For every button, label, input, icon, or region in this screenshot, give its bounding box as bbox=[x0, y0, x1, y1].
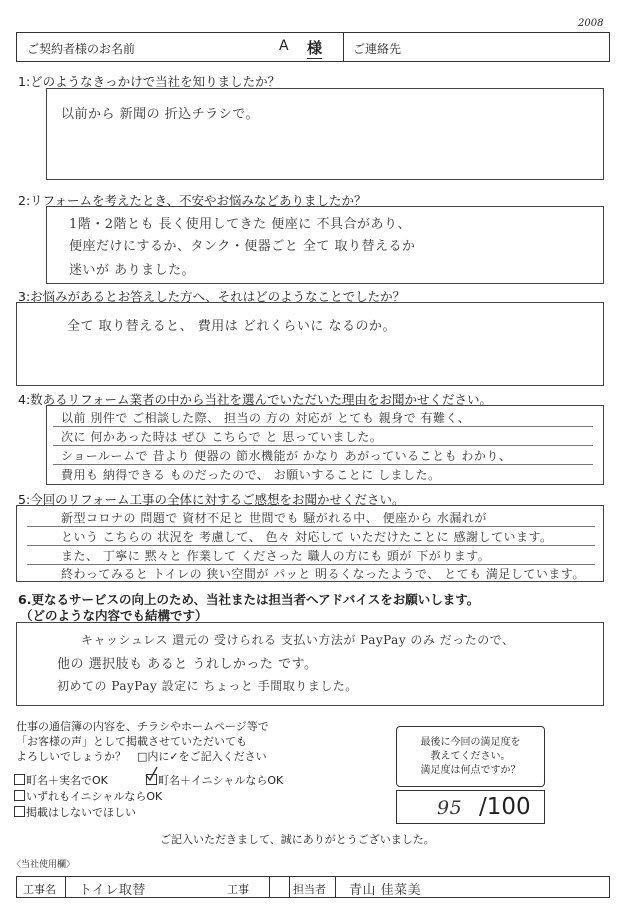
score-box bbox=[396, 790, 545, 824]
checkmark-icon bbox=[145, 766, 159, 782]
q2-title: 2:リフォームを考えたとき、不安やお悩みなどありましたか？ bbox=[18, 193, 367, 208]
q4-answer-line: 以前 別件で ご相談した際、 担当の 方の 対応が とても 親身で 有難く、 bbox=[61, 411, 471, 425]
q5-title: 5:今回のリフォーム工事の全体に対するご感想をお聞かせください。 bbox=[18, 492, 405, 507]
consent-option-initial[interactable]: 町名＋イニシャルならOK bbox=[146, 772, 283, 788]
ruled-line bbox=[27, 545, 595, 546]
checkbox-realname[interactable] bbox=[14, 774, 25, 785]
customer-header bbox=[16, 32, 610, 62]
q1-answer-line: 以前から 新聞の 折込チラシで。 bbox=[61, 107, 260, 122]
header-divider bbox=[343, 33, 344, 61]
ruled-line bbox=[53, 426, 593, 427]
work-name-value: トイレ取替 bbox=[79, 883, 146, 898]
q6-answer-box bbox=[16, 622, 604, 706]
q5-answer-box bbox=[16, 505, 604, 582]
q6-answer-line: 初めての PayPay 設定に ちょっと 手間取りました。 bbox=[57, 679, 358, 693]
office-use-table bbox=[16, 876, 610, 898]
q6-answer-line: キャッシュレス 還元の 受けられる 支払い方法が PayPay のみ だったので、 bbox=[81, 633, 515, 647]
q5-answer-line: 終わってみると トイレの 狭い空間が パッと 明るくなったようで、 とても 満足しています。 bbox=[61, 567, 585, 581]
construction-label: 工事 bbox=[227, 883, 249, 896]
q4-answer-line: 次に 何かあった時は ぜひ こちらで と 思っていました。 bbox=[61, 430, 383, 444]
staff-value: 青山 佳菜美 bbox=[349, 883, 422, 898]
q1-answer-box bbox=[46, 88, 604, 180]
q3-answer-box bbox=[16, 302, 604, 386]
q3-title: 3:お悩みがあるとお答えした方へ、それはどのようなことでしたか？ bbox=[18, 289, 406, 304]
office-use-label: 〈当社使用欄〉 bbox=[12, 860, 76, 870]
q4-answer-line: 費用も 納得できる ものだったので、 お願いすることに しました。 bbox=[61, 468, 441, 482]
q6-answer-line: 他の 選択肢も あると うれしかった です。 bbox=[57, 657, 318, 672]
thanks-message: ご記入いただきまして、誠にありがとうございました。 bbox=[160, 833, 435, 846]
q6-subtitle: （どのような内容でも結構です） bbox=[20, 608, 208, 623]
q6-title: 6.更なるサービスの向上のため、当社または担当者へアドバイスをお願いします。 bbox=[18, 592, 480, 607]
ruled-line bbox=[27, 526, 595, 527]
q5-answer-line: という こちらの 状況を 考慮して、 色々 対応して いただけたことに 感謝しています。 bbox=[61, 530, 553, 544]
table-divider bbox=[269, 877, 270, 897]
checkbox-all-initial[interactable] bbox=[14, 790, 25, 801]
checkbox-initial-checked[interactable] bbox=[146, 774, 157, 785]
table-divider bbox=[65, 877, 66, 897]
q4-title: 4:数あるリフォーム業者の中から当社を選んでいただいた理由をお聞かせください。 bbox=[18, 392, 493, 407]
checkbox-no-publish[interactable] bbox=[14, 806, 25, 817]
honorific: 様 bbox=[307, 39, 323, 57]
consent-text-2: 「お客様の声」として掲載させていただいても bbox=[16, 735, 247, 748]
score-max: /100 bbox=[479, 794, 531, 820]
contact-label: ご連絡先 bbox=[353, 42, 402, 56]
satisfaction-text-3: 満足度は何点ですか？ bbox=[420, 765, 521, 776]
q2-answer-line: 便座だけにするか、タンク・便器ごと 全て 取り替えるか bbox=[69, 239, 416, 254]
satisfaction-text-2: 教えてください。 bbox=[430, 751, 511, 762]
table-divider bbox=[335, 877, 336, 897]
q2-answer-line: 1階・2階とも 長く使用してきた 便座に 不具合があり、 bbox=[69, 217, 411, 232]
staff-label: 担当者 bbox=[293, 883, 326, 896]
consent-option-realname[interactable]: 町名＋実名でOK bbox=[14, 772, 108, 788]
q5-answer-line: 新型コロナの 問題で 資材不足と 世間でも 騒がれる中、 便座から 水漏れが bbox=[61, 511, 487, 525]
satisfaction-text-1: 最後に今回の満足度を bbox=[420, 737, 521, 748]
q5-answer-line: また、 丁寧に 黙々と 作業して くださった 職人の方にも 頭が 下がります。 bbox=[61, 549, 491, 563]
corner-note: 2008 bbox=[578, 18, 604, 29]
table-divider bbox=[289, 877, 290, 897]
consent-option-all-initial[interactable]: いずれもイニシャルならOK bbox=[14, 788, 162, 804]
q2-answer-line: 迷いが ありました。 bbox=[69, 263, 196, 278]
consent-text-1: 仕事の通信簿の内容を、チラシやホームページ等で bbox=[16, 720, 269, 733]
ruled-line bbox=[53, 445, 593, 446]
name-label: ご契約者様のお名前 bbox=[27, 42, 136, 56]
q4-answer-box bbox=[46, 405, 604, 485]
q2-answer-box bbox=[46, 206, 604, 284]
customer-name: A bbox=[279, 38, 289, 54]
consent-option-no-publish[interactable]: 掲載はしないでほしい bbox=[14, 804, 136, 820]
q4-answer-line: ショールームで 昔より 便器の 節水機能が かなり あがっていることも わかり、 bbox=[61, 449, 512, 463]
score-value: 95 bbox=[437, 797, 463, 819]
consent-text-3: よろしいでしょうか？ □内に✓をご記入ください bbox=[16, 750, 267, 763]
q3-answer-line: 全て 取り替えると、 費用は どれくらいに なるのか。 bbox=[67, 319, 397, 334]
work-name-label: 工事名 bbox=[23, 883, 56, 896]
ruled-line bbox=[53, 464, 593, 465]
q1-title: 1:どのようなきっかけで当社を知りましたか？ bbox=[18, 74, 281, 89]
satisfaction-box bbox=[396, 726, 545, 787]
